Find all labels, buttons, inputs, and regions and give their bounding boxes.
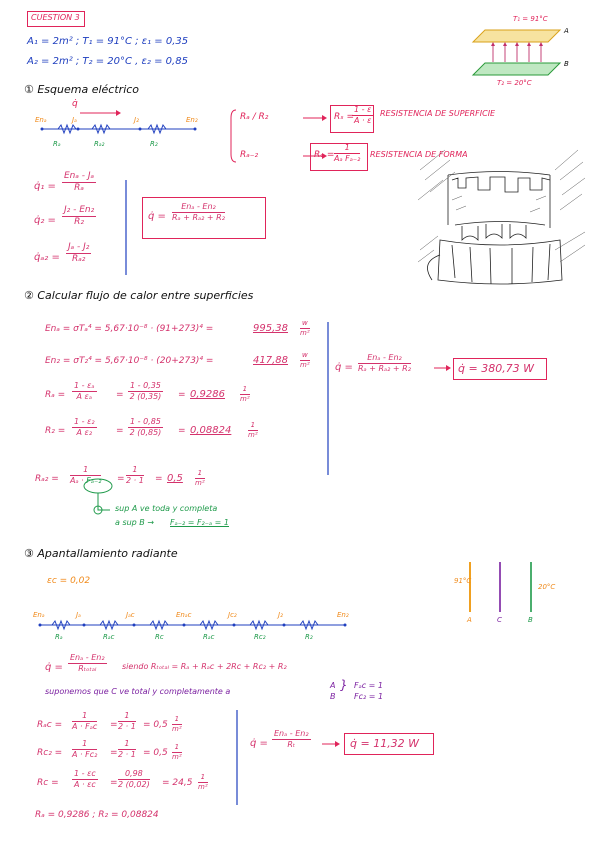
rtotal-definition: siendo Rₜₒₜₐₗ = Rₐ + Rₐc + 2Rc + Rc₂ + R₂ xyxy=(122,662,287,671)
plate-label-b: B xyxy=(528,616,533,624)
circuit2-node-5: J₂ xyxy=(278,611,283,619)
plate-temp-b: 20°C xyxy=(538,583,556,591)
plate-label-c: C xyxy=(497,616,502,624)
q2-formula-final: Enₐ - En₂ Rₐ + Rₐ₂ + R₂ xyxy=(358,353,411,373)
circuit2-node-2: Jₐc xyxy=(126,611,135,619)
circuit2-res-3: Rₐc xyxy=(203,633,215,641)
assumption-text: suponemos que C ve total y completamente a xyxy=(45,687,231,696)
ena-equation: Enₐ = σTₐ⁴ = 5,67·10⁻⁸ · (91+273)⁴ = xyxy=(45,324,214,334)
rac-lhs: Rₐc = xyxy=(37,720,63,730)
result-1: q̇ = 380,73 W xyxy=(458,362,535,375)
section-2-heading: ② Calcular flujo de calor entre superficies xyxy=(24,289,254,302)
view-factor-ac: Fₐc = 1 xyxy=(354,681,384,690)
ra-unit: $\frac{1}{\text{m²}}$ xyxy=(240,385,250,403)
rb-lhs: R₂ = xyxy=(45,426,66,436)
q1-formula: Enₐ - Jₐ Rₐ xyxy=(64,171,95,193)
view-factor-note-3: Fₐ₋₂ = F₂₋ₐ = 1 xyxy=(170,518,229,527)
figure-label-b: B xyxy=(564,60,569,68)
circuit2-res-0: Rₐ xyxy=(55,633,63,641)
rcb-unit: $\frac{1}{\text{m²}}$ xyxy=(172,743,182,761)
heat-flow-label: q̇ xyxy=(72,99,78,109)
view-factor-note-2: a sup B → xyxy=(115,518,155,527)
rcb-value: = 0,5 xyxy=(143,748,168,758)
circuit1-node-ena: Enₐ xyxy=(35,116,47,124)
circuit1-res-rb: R₂ xyxy=(150,140,158,148)
figure-bottom-temp: T₂ = 20°C xyxy=(497,79,532,87)
q2-formula: $\frac{\text{J₂ - En₂}}{\text{R₂}}$ xyxy=(64,205,95,227)
circuit2-res-2: Rc xyxy=(155,633,164,641)
section-3-heading: ③ Apantallamiento radiante xyxy=(24,547,178,560)
rs-description: RESISTENCIA DE SUPERFICIE xyxy=(380,109,496,118)
rac-unit: $\frac{1}{\text{m²}}$ xyxy=(172,715,182,733)
ra-value: 0,9286 xyxy=(190,389,225,400)
q3-lhs-general: q̇ = xyxy=(45,662,63,673)
plate-temp-a: 91°C xyxy=(454,577,472,585)
rb-value: 0,08824 xyxy=(190,425,232,436)
rf-lhs: Rₐ₋₂ xyxy=(240,150,259,160)
rc-formula: $\frac{1 - \varepsilon c}{A \cdot \varepsilon c}$ xyxy=(73,769,96,789)
circuit2-node-1: Jₐ xyxy=(76,611,81,619)
shield-plates-figure xyxy=(470,562,531,612)
rb-formula: $\frac{\text{1 - ε₂}}{\text{A ε₂}}$ xyxy=(74,417,95,437)
view-factor-cb: Fc₂ = 1 xyxy=(354,692,384,701)
q3-lhs-final: q̇ = xyxy=(250,738,268,749)
assumption-b: B xyxy=(330,692,336,701)
rs-formula: $\frac{1 - \varepsilon}{A \cdot \varepsilon}$ xyxy=(353,105,372,125)
rf-formula: $\frac{1}{\text{Aₐ Fₐ₋₂}}$ xyxy=(334,143,361,163)
ra-substitution: $\frac{1 - 0,35}{2 (0,35)}$ xyxy=(129,381,162,401)
circuit2-res-1: Rₐc xyxy=(103,633,115,641)
q2-lhs: q̇₂ = xyxy=(34,215,56,226)
rac-value: = 0,5 xyxy=(143,720,168,730)
assumption-a: A xyxy=(330,681,336,690)
circuit1-res-rab: Rₐ₂ xyxy=(94,140,105,148)
rb-unit: $\frac{1}{\text{m²}}$ xyxy=(248,421,258,439)
enb-value: 417,88 xyxy=(253,355,288,366)
circuit1-node-enb: En₂ xyxy=(186,116,198,124)
circuit2-node-0: Enₐ xyxy=(33,611,45,619)
ra-formula: $\frac{\text{1 - εₐ}}{\text{A εₐ}}$ xyxy=(74,381,95,401)
circuit2-res-5: R₂ xyxy=(305,633,313,641)
circuit1-node-ja: Jₐ xyxy=(72,116,77,124)
rs-lhs: Rₐ / R₂ xyxy=(240,112,269,122)
rab-substitution: $\frac{1}{2 \cdot 1}$ xyxy=(126,465,144,485)
q3-formula-final: Enₐ - En₂ Rₜ xyxy=(274,729,309,749)
q1-lhs: q̇₁ = xyxy=(34,181,56,192)
rf-description: RESISTENCIA DE FORMA xyxy=(370,150,468,159)
q2-lhs-final: q̇ = xyxy=(335,362,353,373)
rc-unit: $\frac{1}{\text{m²}}$ xyxy=(198,773,208,791)
circuit2-node-6: En₂ xyxy=(337,611,349,619)
rs-name: Rₛ = xyxy=(334,112,355,122)
rcb-lhs: Rc₂ = xyxy=(37,748,63,758)
enb-equation: En₂ = σT₂⁴ = 5,67·10⁻⁸ · (20+273)⁴ = xyxy=(45,356,214,366)
circuit-2 xyxy=(39,621,347,629)
q3-formula-general: Enₐ - En₂ Rₜₒₜₐₗ xyxy=(70,653,105,673)
section-1-heading: ① Esquema eléctrico xyxy=(24,83,140,96)
rcb-formula: $\frac{1}{\text{A · Fc₂}}$ xyxy=(72,739,98,759)
tower-sketch xyxy=(418,150,585,284)
page-title: CUESTION 3 xyxy=(31,13,80,22)
enb-unit: $\frac{w}{\text{m²}}$ xyxy=(300,351,310,369)
rc-value: = 24,5 xyxy=(162,778,193,788)
rc-substitution: $\frac{0,98}{2 (0,02)}$ xyxy=(118,769,150,789)
ena-value: 995,38 xyxy=(253,323,288,334)
q-total-lhs: q̇ = xyxy=(148,211,166,222)
rab-lhs: Rₐ₂ = xyxy=(35,474,59,484)
rb-substitution: $\frac{1 - 0,85}{2 (0,85)}$ xyxy=(129,417,162,437)
emissivity-c: εc = 0,02 xyxy=(47,576,91,586)
rcb-substitution: $\frac{1}{2 \cdot 1}$ xyxy=(118,739,136,759)
rac-substitution: $\frac{1}{2 \cdot 1}$ xyxy=(118,711,136,731)
ena-unit: $\frac{w}{\text{m²}}$ xyxy=(300,319,310,337)
result-2: q̇ = 11,32 W xyxy=(350,737,420,750)
footer-values: Rₐ = 0,9286 ; R₂ = 0,08824 xyxy=(35,810,159,820)
rf-name: Rₒ = xyxy=(314,150,335,160)
circuit1-res-ra: Rₐ xyxy=(53,140,61,148)
circuit2-res-4: Rc₂ xyxy=(254,633,266,641)
q3-lhs: q̇ₐ₂ = xyxy=(34,252,60,263)
circuit-1 xyxy=(41,110,197,133)
given-line-2: A₂ = 2m² ; T₂ = 20°C , ε₂ = 0,85 xyxy=(27,56,188,67)
given-line-1: A₁ = 2m² ; T₁ = 91°C ; ε₁ = 0,35 xyxy=(27,36,189,47)
q3-formula: $\frac{\text{Jₐ - J₂}}{\text{Rₐ₂}}$ xyxy=(68,242,90,264)
rac-formula: 1 A · Fₐc xyxy=(72,711,98,731)
figure-label-a: A xyxy=(564,27,569,35)
figure-top-temp: T₁ = 91°C xyxy=(513,15,548,23)
ra-lhs: Rₐ = xyxy=(45,390,66,400)
rab-formula: $\frac{1}{\text{Aₐ · Fₐ₋₂}}$ xyxy=(70,465,102,485)
plate-label-a: A xyxy=(467,616,472,624)
circuit2-node-4: Jc₂ xyxy=(228,611,237,619)
parallel-plates-figure xyxy=(473,30,560,75)
q-total-formula: Enₐ - En₂ Rₐ + Rₐ₂ + R₂ xyxy=(172,202,225,222)
view-factor-note-1: sup A ve toda y completa xyxy=(115,504,218,513)
circuit1-node-jb: J₂ xyxy=(134,116,139,124)
circuit2-node-3: Enₐc xyxy=(176,611,192,619)
rab-unit: $\frac{1}{\text{m²}}$ xyxy=(195,469,205,487)
rab-value: 0,5 xyxy=(167,473,183,484)
rc-lhs: Rc = xyxy=(37,778,59,788)
